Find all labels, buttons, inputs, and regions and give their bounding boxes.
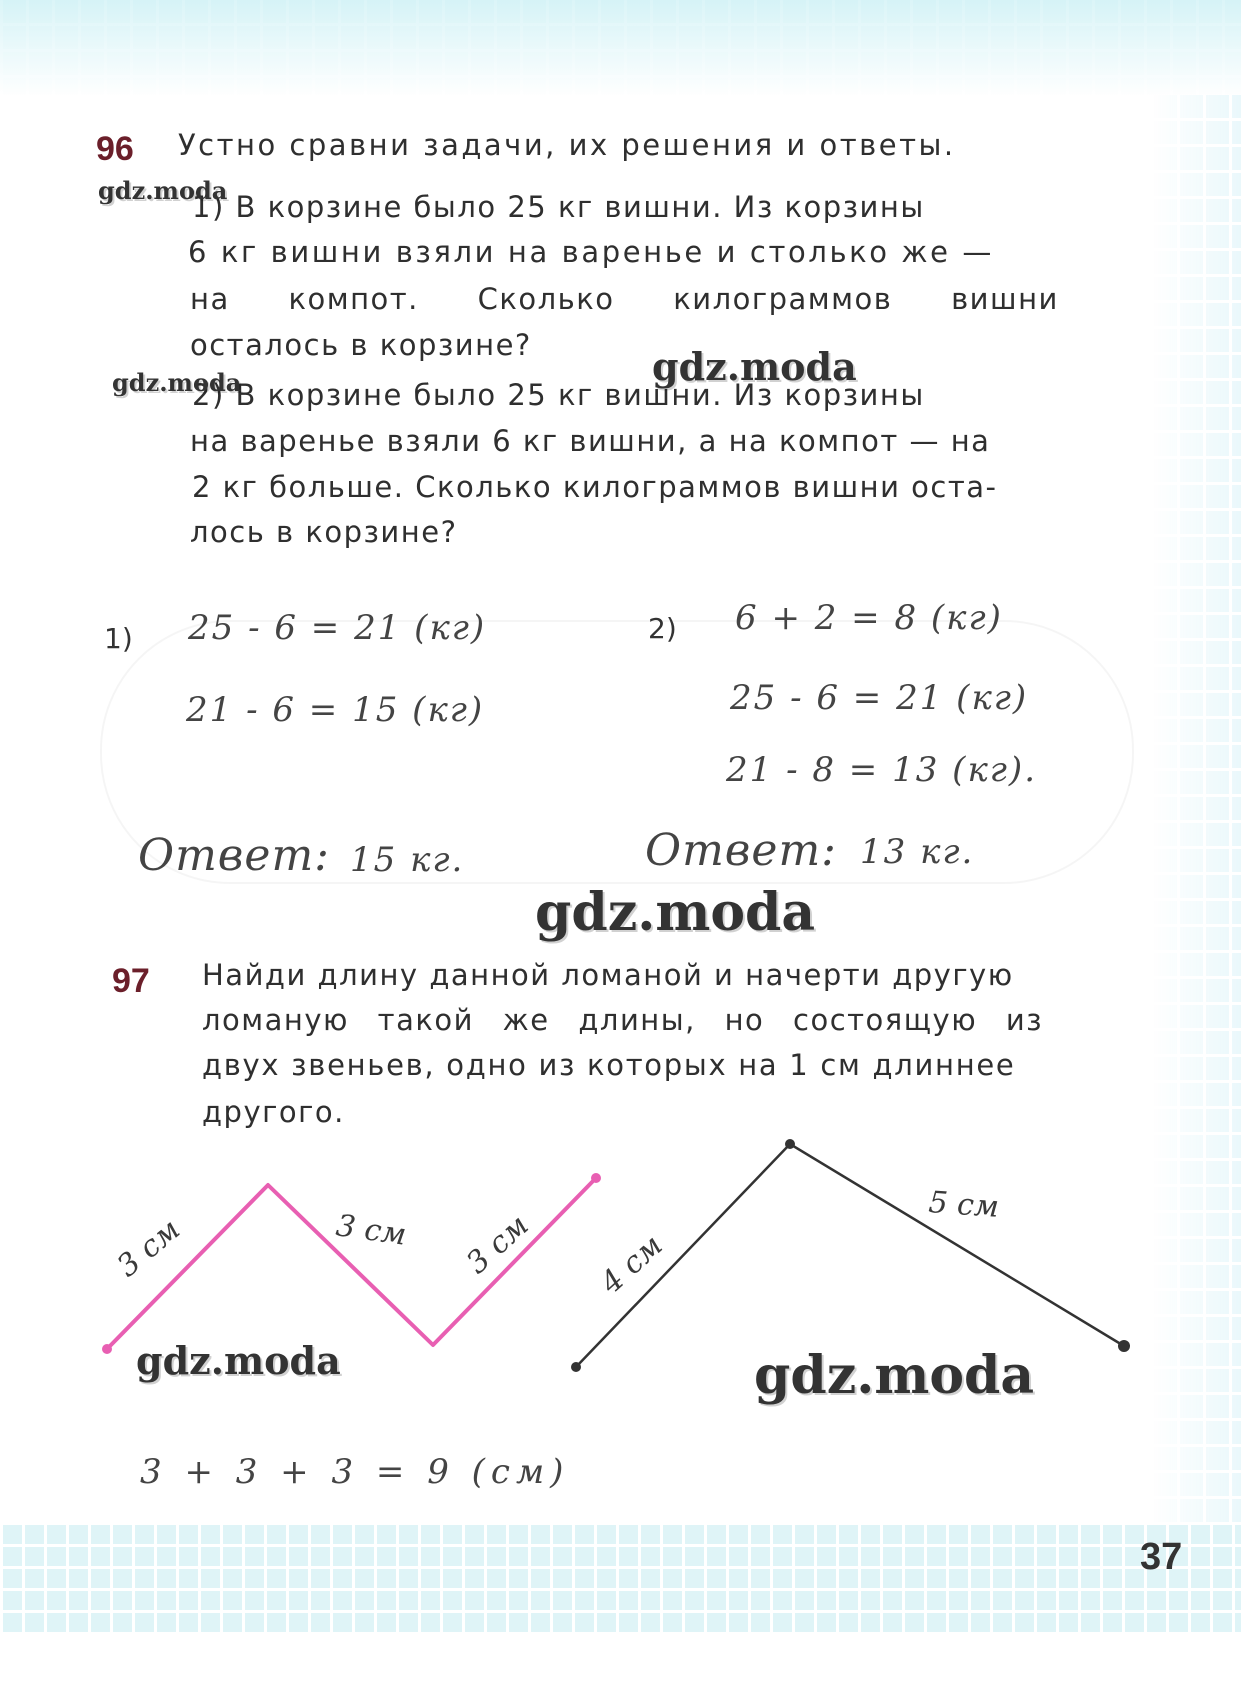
watermark-2: gdz.moda — [112, 368, 242, 397]
solution-1-label: 1) — [104, 622, 133, 655]
solution-2-step-2: 25 - 6 = 21 (кг) — [730, 678, 1029, 718]
task-97-number: 97 — [112, 962, 150, 1000]
drawn-point-start — [571, 1362, 581, 1372]
drawn-segment-label-2: 5 см — [927, 1185, 1001, 1225]
solution-2-answer-label: Ответ: — [645, 825, 837, 876]
drawn-point-vertex — [785, 1139, 795, 1149]
problem-2-line-2: на варенье взяли 6 кг вишни, а на компот — на — [190, 424, 991, 458]
page-number: 37 — [1140, 1536, 1183, 1578]
length-equation: 3 + 3 + 3 = 9 (см) — [140, 1452, 570, 1492]
drawn-segment-label-1: 4 см — [593, 1227, 670, 1301]
given-endpoint-right — [591, 1173, 601, 1183]
solution-1-step-2: 21 - 6 = 15 (кг) — [186, 690, 485, 730]
watermark-3: gdz.moda — [652, 344, 857, 389]
given-endpoint-left — [102, 1344, 112, 1354]
solution-2-answer-value: 13 кг. — [860, 832, 975, 872]
task-96-number: 96 — [96, 130, 134, 168]
task-97-line-3: двух звеньев, одно из которых на 1 см длиннее — [202, 1048, 1016, 1082]
solution-1-answer-value: 15 кг. — [350, 840, 465, 880]
watermark-5: gdz.moda — [136, 1338, 341, 1383]
task-96-instruction: Устно сравни задачи, их решения и ответы. — [178, 128, 956, 162]
solution-1-answer-label: Ответ: — [138, 830, 330, 881]
problem-2-line-1: 2) В корзине было 25 кг вишни. Из корзины — [192, 378, 925, 412]
watermark-6: gdz.moda — [754, 1345, 1035, 1406]
solution-2-label: 2) — [648, 612, 677, 645]
task-97-line-1: Найди длину данной ломаной и начерти другую — [202, 958, 1014, 992]
problem-1-line-3: на компот. Сколько килограммов вишни — [190, 282, 1059, 316]
given-segment-label-3: 3 см — [459, 1207, 536, 1281]
drawn-point-end — [1118, 1340, 1130, 1352]
solution-1-step-1: 25 - 6 = 21 (кг) — [188, 608, 487, 648]
watermark-1: gdz.moda — [98, 176, 228, 205]
problem-2-line-3: 2 кг больше. Сколько килограммов вишни оста- — [192, 470, 998, 504]
problem-1-line-4: осталось в корзине? — [190, 328, 532, 362]
given-polyline — [107, 1178, 596, 1349]
solution-2-step-1: 6 + 2 = 8 (кг) — [735, 598, 1003, 638]
given-segment-label-1: 3 см — [110, 1212, 188, 1285]
task-97-line-2: ломаную такой же длины, но состоящую из — [202, 1003, 1044, 1037]
problem-1-line-1: 1) В корзине было 25 кг вишни. Из корзины — [192, 190, 925, 224]
given-segment-label-2: 3 см — [333, 1208, 409, 1253]
task-97-line-4: другого. — [202, 1095, 345, 1129]
watermark-4: gdz.moda — [535, 882, 816, 943]
problem-1-line-2: 6 кг вишни взяли на варенье и столько же — — [188, 235, 995, 269]
solution-2-step-3: 21 - 8 = 13 (кг). — [726, 750, 1037, 790]
problem-2-line-4: лось в корзине? — [190, 515, 458, 549]
